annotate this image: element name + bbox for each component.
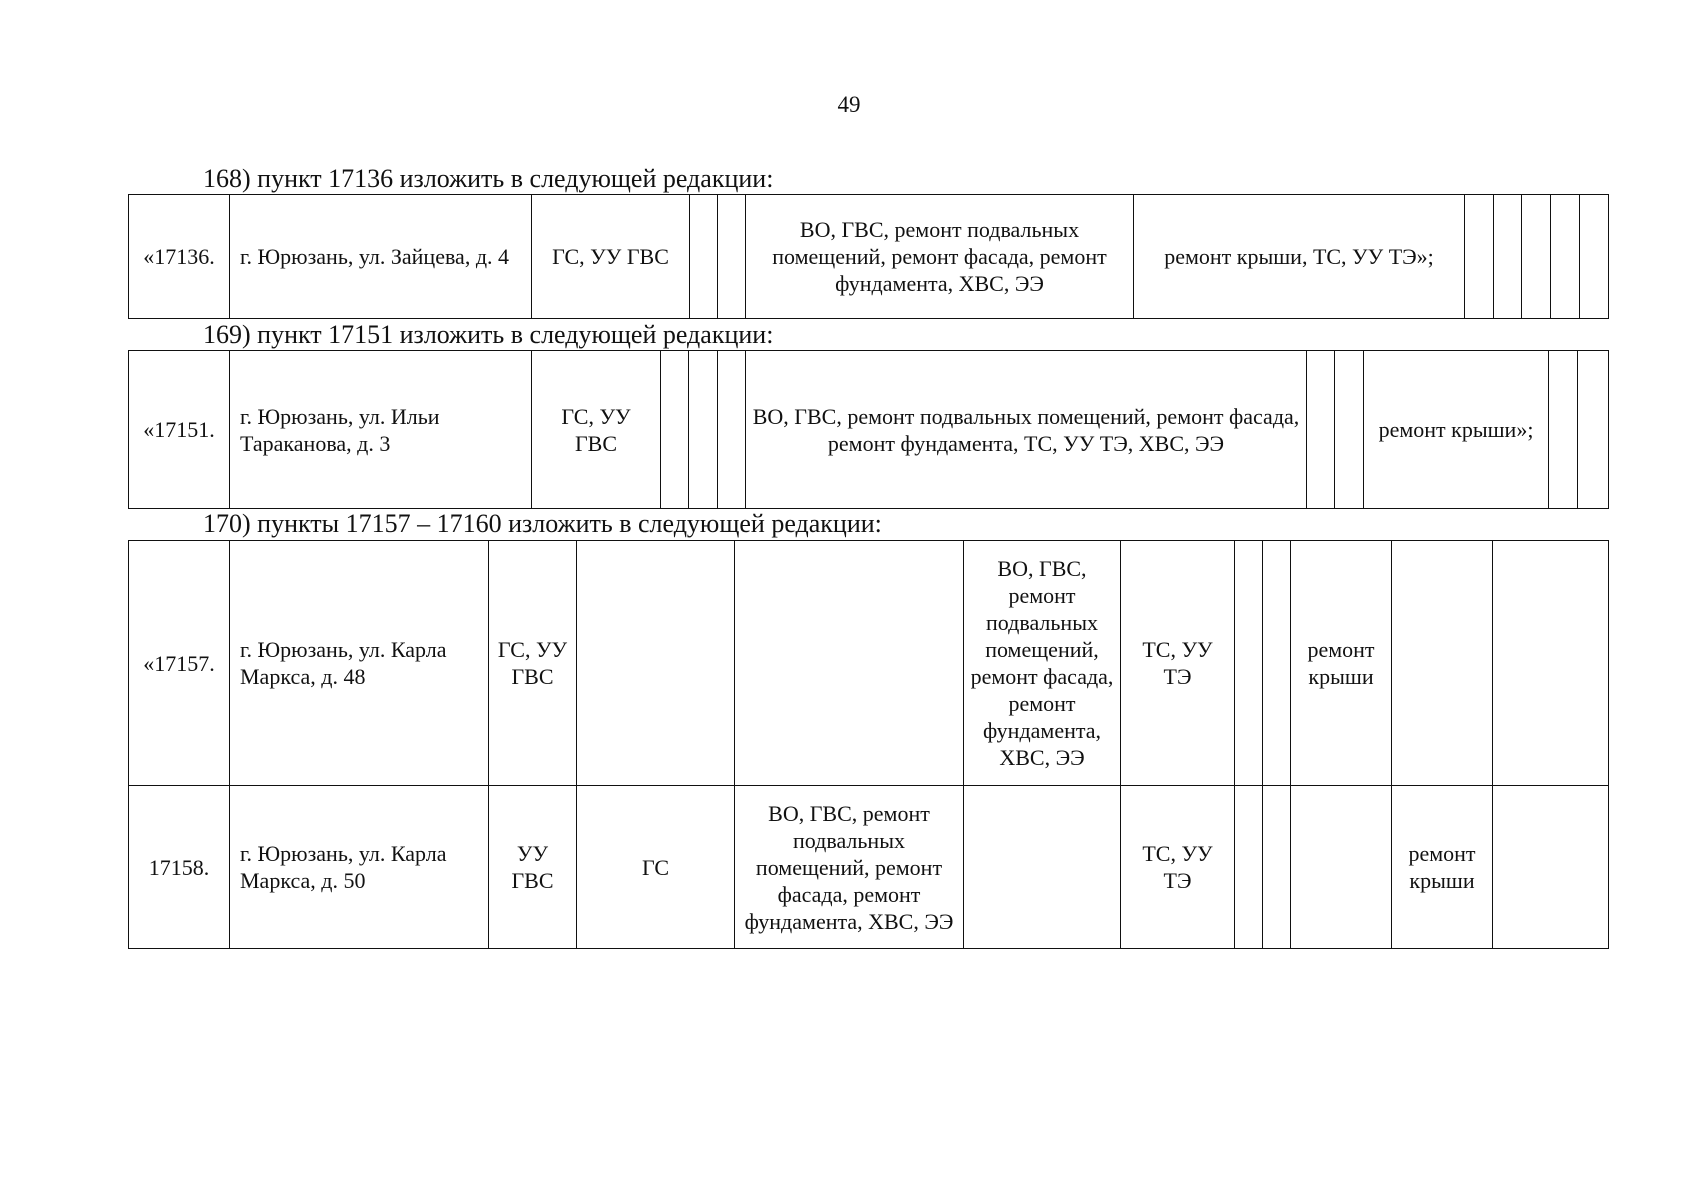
empty-cell <box>689 351 718 509</box>
empty-cell <box>1465 195 1494 319</box>
empty-cell <box>1549 351 1578 509</box>
works-cell: ТС, УУ ТЭ <box>1121 786 1235 949</box>
table-17136 <box>128 194 1609 319</box>
works-cell: ВО, ГВС, ремонт подвальных помещений, ремонт фасада, ремонт фундамента, ХВС, ЭЭ <box>735 786 964 949</box>
empty-cell <box>1522 195 1551 319</box>
table-17157-17160 <box>128 540 1609 949</box>
works-cell <box>1291 786 1392 949</box>
works-cell: ГС, УУ ГВС <box>532 195 690 319</box>
item-number: «17136. <box>129 195 230 319</box>
works-cell <box>1493 541 1609 786</box>
works-cell: ремонт крыши, ТС, УУ ТЭ»; <box>1134 195 1465 319</box>
item-number: 17158. <box>129 786 230 949</box>
empty-cell <box>1494 195 1522 319</box>
address-cell: г. Юрюзань, ул. Карла Маркса, д. 48 <box>230 541 489 786</box>
works-cell: УУ ГВС <box>489 786 577 949</box>
works-cell: ГС, УУ ГВС <box>532 351 661 509</box>
empty-cell <box>1263 541 1291 786</box>
works-cell: ВО, ГВС, ремонт подвальных помещений, ремонт фасада, ремонт фундамента, ХВС, ЭЭ <box>746 195 1134 319</box>
works-cell: ВО, ГВС, ремонт подвальных помещений, ремонт фасада, ремонт фундамента, ХВС, ЭЭ <box>964 541 1121 786</box>
works-cell <box>1392 541 1493 786</box>
works-cell <box>577 541 735 786</box>
empty-cell <box>1335 351 1364 509</box>
table-row <box>129 195 1609 319</box>
address-cell: г. Юрюзань, ул. Карла Маркса, д. 50 <box>230 786 489 949</box>
section-heading-169: 169) пункт 17151 изложить в следующей редакции: <box>203 320 774 349</box>
empty-cell <box>718 195 746 319</box>
page-number: 49 <box>837 92 861 117</box>
item-number: «17151. <box>129 351 230 509</box>
empty-cell <box>1580 195 1609 319</box>
works-cell: ремонт крыши»; <box>1364 351 1549 509</box>
empty-cell <box>661 351 689 509</box>
works-cell <box>735 541 964 786</box>
works-cell: ГС, УУ ГВС <box>489 541 577 786</box>
empty-cell <box>1235 541 1263 786</box>
works-cell: ГС <box>577 786 735 949</box>
address-cell: г. Юрюзань, ул. Зайцева, д. 4 <box>230 195 532 319</box>
works-cell <box>964 786 1121 949</box>
table-row <box>129 786 1609 949</box>
empty-cell <box>1551 195 1580 319</box>
works-cell <box>1493 786 1609 949</box>
section-heading-170: 170) пункты 17157 – 17160 изложить в следующей редакции: <box>203 509 882 538</box>
works-cell: ремонт крыши <box>1392 786 1493 949</box>
table-row <box>129 351 1609 509</box>
empty-cell <box>690 195 718 319</box>
section-heading-168: 168) пункт 17136 изложить в следующей редакции: <box>203 164 774 193</box>
empty-cell <box>1235 786 1263 949</box>
table-17151 <box>128 350 1609 509</box>
empty-cell <box>1263 786 1291 949</box>
works-cell: ВО, ГВС, ремонт подвальных помещений, ремонт фасада, ремонт фундамента, ТС, УУ ТЭ, ХВС, ЭЭ <box>746 351 1307 509</box>
empty-cell <box>1578 351 1609 509</box>
item-number: «17157. <box>129 541 230 786</box>
table-row <box>129 541 1609 786</box>
empty-cell <box>718 351 746 509</box>
works-cell: ремонт крыши <box>1291 541 1392 786</box>
address-cell: г. Юрюзань, ул. Ильи Тараканова, д. 3 <box>230 351 532 509</box>
works-cell: ТС, УУ ТЭ <box>1121 541 1235 786</box>
empty-cell <box>1307 351 1335 509</box>
